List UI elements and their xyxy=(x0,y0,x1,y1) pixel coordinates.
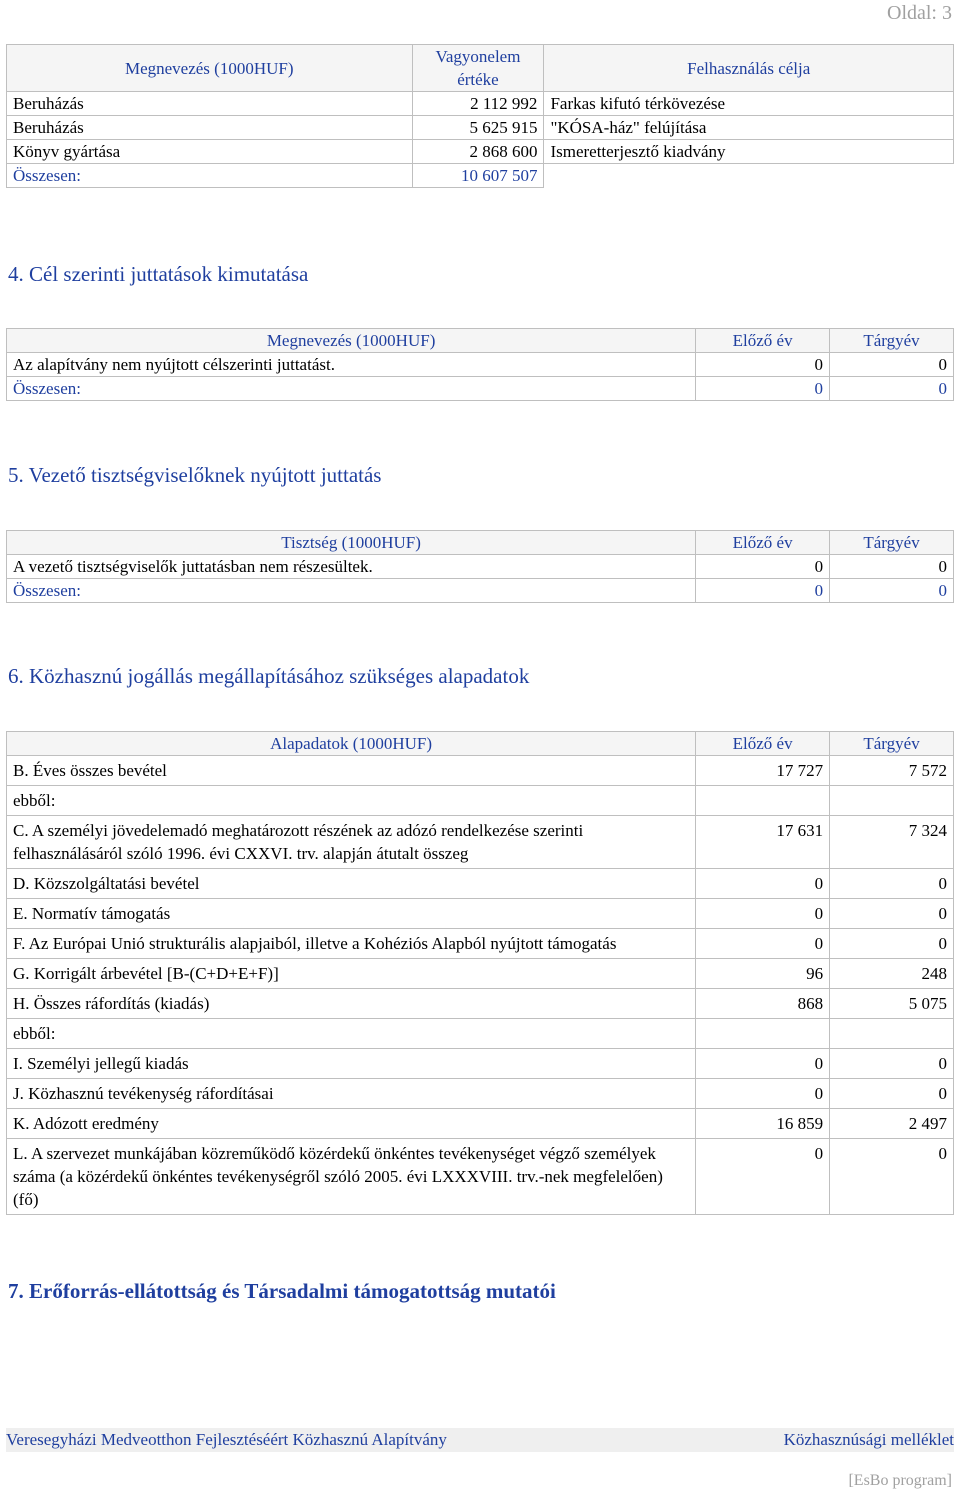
cell: 0 xyxy=(830,899,954,929)
cell: 7 572 xyxy=(830,756,954,786)
table-header-row xyxy=(7,329,954,353)
section-7-title: 7. Erőforrás-ellátottság és Társadalmi támogatottság mutatói xyxy=(8,1279,556,1303)
total-row xyxy=(7,377,954,401)
cell: 0 xyxy=(830,1079,954,1109)
cell: K. Adózott eredmény xyxy=(7,1109,696,1139)
cell: 16 859 xyxy=(696,1109,830,1139)
cell: 0 xyxy=(830,869,954,899)
cell xyxy=(696,1019,830,1049)
total-value: 0 xyxy=(830,377,954,401)
cell: Beruházás xyxy=(7,92,413,116)
cell xyxy=(830,786,954,816)
total-value: 10 607 507 xyxy=(412,164,544,188)
empty-cell xyxy=(544,164,954,188)
cell: J. Közhasznú tevékenység ráfordításai xyxy=(7,1079,696,1109)
column-header: Megnevezés (1000HUF) xyxy=(7,329,696,353)
column-header: Megnevezés (1000HUF) xyxy=(7,45,413,92)
table-row xyxy=(7,1049,954,1079)
cell: 2 868 600 xyxy=(412,140,544,164)
cell: 0 xyxy=(830,1139,954,1215)
total-value: 0 xyxy=(696,579,830,603)
section-5-table xyxy=(6,530,954,603)
table-row xyxy=(7,756,954,786)
cell xyxy=(830,1019,954,1049)
total-label: Összesen: xyxy=(7,164,413,188)
table-row xyxy=(7,989,954,1019)
table-header-row xyxy=(7,45,954,92)
cell: F. Az Európai Unió strukturális alapjaiból, illetve a Kohéziós Alapból nyújtott támogatás xyxy=(7,929,696,959)
cell: 0 xyxy=(696,1049,830,1079)
section-4-title: 4. Cél szerinti juttatások kimutatása xyxy=(8,262,309,286)
table-header-row xyxy=(7,531,954,555)
cell: C. A személyi jövedelemadó meghatározott részének az adózó rendelkezése szerinti felhasználásáról szóló 1996. évi CXXVI. trv. alapján átutalt összeg xyxy=(7,816,696,869)
total-row xyxy=(7,164,954,188)
page-footer xyxy=(6,1428,954,1452)
table-row xyxy=(7,1079,954,1109)
total-label: Összesen: xyxy=(7,377,696,401)
cell: 0 xyxy=(830,929,954,959)
cell: L. A szervezet munkájában közreműködő közérdekű önkéntes tevékenységet végző személyek száma (a közérdekű önkéntes tevékenységről szóló 2005. évi LXXXVIII. trv.-nek megfelelően) (fő) xyxy=(7,1139,696,1215)
cell: 96 xyxy=(696,959,830,989)
cell: Könyv gyártása xyxy=(7,140,413,164)
cell: ebből: xyxy=(7,786,696,816)
cell: A vezető tisztségviselők juttatásban nem részesültek. xyxy=(7,555,696,579)
cell: 0 xyxy=(696,869,830,899)
table-row xyxy=(7,816,954,869)
cell: 17 631 xyxy=(696,816,830,869)
column-header: Előző év xyxy=(696,531,830,555)
column-header: Előző év xyxy=(696,329,830,353)
table-row xyxy=(7,786,954,816)
cell: 0 xyxy=(830,555,954,579)
table-row xyxy=(7,1109,954,1139)
table-row xyxy=(7,929,954,959)
cell: 5 625 915 xyxy=(412,116,544,140)
table-row xyxy=(7,92,954,116)
cell: B. Éves összes bevétel xyxy=(7,756,696,786)
section-5-title: 5. Vezető tisztségviselőknek nyújtott juttatás xyxy=(8,463,382,487)
footer-document-type: Közhasznúsági melléklet xyxy=(783,1430,954,1449)
column-header: Tárgyév xyxy=(830,531,954,555)
cell: ebből: xyxy=(7,1019,696,1049)
section-6-table xyxy=(6,731,954,1215)
table-row xyxy=(7,1019,954,1049)
cell: 2 112 992 xyxy=(412,92,544,116)
cell: 0 xyxy=(830,1049,954,1079)
column-header: Alapadatok (1000HUF) xyxy=(7,732,696,756)
column-header: Tisztség (1000HUF) xyxy=(7,531,696,555)
total-value: 0 xyxy=(696,377,830,401)
cell: 0 xyxy=(696,1139,830,1215)
footer-organization: Veresegyházi Medveotthon Fejlesztéséért Közhasznú Alapítvány xyxy=(6,1430,447,1449)
table-row xyxy=(7,140,954,164)
cell: I. Személyi jellegű kiadás xyxy=(7,1049,696,1079)
cell: 248 xyxy=(830,959,954,989)
table-row xyxy=(7,1139,954,1215)
cell: "KÓSA-ház" felújítása xyxy=(544,116,954,140)
table-row xyxy=(7,899,954,929)
cell: G. Korrigált árbevétel [B-(C+D+E+F)] xyxy=(7,959,696,989)
cell: Farkas kifutó térkövezése xyxy=(544,92,954,116)
cell: 0 xyxy=(696,899,830,929)
total-value: 0 xyxy=(830,579,954,603)
column-header: Felhasználás célja xyxy=(544,45,954,92)
cell: 0 xyxy=(830,353,954,377)
column-header: Előző év xyxy=(696,732,830,756)
cell: Ismeretterjesztő kiadvány xyxy=(544,140,954,164)
section-6-title: 6. Közhasznú jogállás megállapításához szükséges alapadatok xyxy=(8,664,530,688)
table-row xyxy=(7,116,954,140)
section-4-table xyxy=(6,328,954,401)
cell: E. Normatív támogatás xyxy=(7,899,696,929)
program-tag: [EsBo program] xyxy=(848,1472,952,1489)
cell: 17 727 xyxy=(696,756,830,786)
table-row xyxy=(7,869,954,899)
table-row xyxy=(7,555,954,579)
cell: Az alapítvány nem nyújtott célszerinti juttatást. xyxy=(7,353,696,377)
cell: 0 xyxy=(696,353,830,377)
cell: 0 xyxy=(696,555,830,579)
cell: H. Összes ráfordítás (kiadás) xyxy=(7,989,696,1019)
total-row xyxy=(7,579,954,603)
cell: 2 497 xyxy=(830,1109,954,1139)
cell: Beruházás xyxy=(7,116,413,140)
column-header: Vagyonelem értéke xyxy=(412,45,544,92)
total-label: Összesen: xyxy=(7,579,696,603)
table-header-row xyxy=(7,732,954,756)
cell: D. Közszolgáltatási bevétel xyxy=(7,869,696,899)
asset-usage-table xyxy=(6,44,954,188)
cell xyxy=(696,786,830,816)
cell: 0 xyxy=(696,1079,830,1109)
cell: 0 xyxy=(696,929,830,959)
table-row xyxy=(7,353,954,377)
cell: 868 xyxy=(696,989,830,1019)
cell: 7 324 xyxy=(830,816,954,869)
column-header: Tárgyév xyxy=(830,329,954,353)
column-header: Tárgyév xyxy=(830,732,954,756)
cell: 5 075 xyxy=(830,989,954,1019)
table-row xyxy=(7,959,954,989)
page-number: Oldal: 3 xyxy=(887,2,952,24)
